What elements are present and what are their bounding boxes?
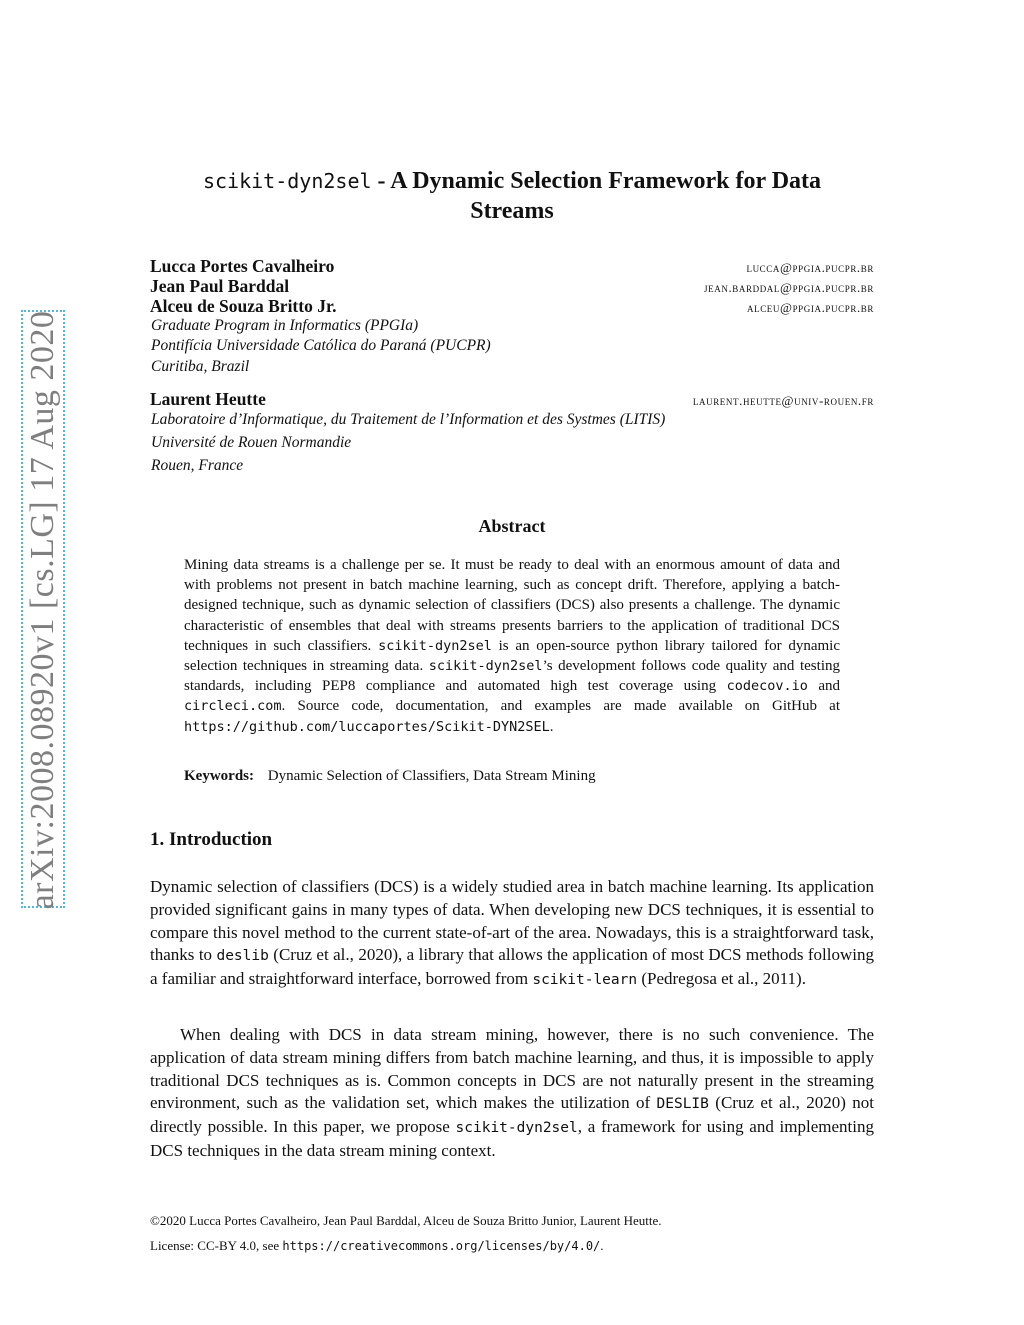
author-name: Lucca Portes Cavalheiro xyxy=(150,256,335,276)
code-span: scikit-dyn2sel xyxy=(378,637,492,654)
body-text: (Cruz et al., 2020), a library that allows the application of most DCS methods following a familiar and straightforward interface, borrowed from xyxy=(150,945,874,989)
abstract-heading: Abstract xyxy=(478,516,546,536)
code-span: DESLIB xyxy=(656,1096,709,1113)
keywords xyxy=(184,768,840,785)
paper-title xyxy=(150,166,874,226)
author-row xyxy=(150,256,874,276)
body-text: , a framework for using and implementing DCS techniques in the data stream mining context. xyxy=(150,1117,874,1160)
keywords-text: Dynamic Selection of Classifiers, Data Stream Mining xyxy=(267,768,596,784)
author-row xyxy=(150,296,874,316)
license-suffix: . xyxy=(600,1238,604,1253)
affiliation-line: Laboratoire d’Informatique, du Traitement de l’Information et des Systmes (LITIS) xyxy=(151,411,666,428)
license-link[interactable]: https://creativecommons.org/licenses/by/4.0/ xyxy=(282,1239,601,1253)
code-span: scikit-dyn2sel xyxy=(428,658,543,675)
affiliation-line: Université de Rouen Normandie xyxy=(151,434,352,451)
author-email[interactable]: alceu@ppgia.pucpr.br xyxy=(747,300,874,315)
license-note xyxy=(150,1238,604,1254)
intro-paragraph-2 xyxy=(150,1024,874,1163)
body-text: (Pedregosa et al., 2011). xyxy=(637,969,806,989)
keywords-label: Keywords: xyxy=(184,768,254,784)
section-heading: 1. Introduction xyxy=(150,829,273,850)
code-span: scikit-dyn2sel xyxy=(455,1120,578,1137)
link-circleci[interactable]: circleci.com xyxy=(184,698,282,715)
abstract-text: is an open-source python library tailored for dynamic selection techniques in streaming data. xyxy=(184,637,840,675)
author-name: Jean Paul Barddal xyxy=(150,276,290,296)
affiliation-line: Rouen, France xyxy=(151,457,244,474)
body-text: Dynamic selection of classifiers (DCS) is a widely studied area in batch machine learning. Its application provided significant gains in many types of data. When developing new DCS techniques, it is essential to compare this novel method to the current state-of-art of the area. Nowadays, this is a straightforward task, thanks to xyxy=(150,877,874,965)
author-row xyxy=(150,389,874,409)
intro-paragraph-1 xyxy=(150,876,874,992)
author-email[interactable]: lucca@ppgia.pucpr.br xyxy=(746,260,874,275)
title-line2: Streams xyxy=(470,198,554,224)
link-codecov[interactable]: codecov.io xyxy=(726,678,808,695)
abstract-text: ’s development follows code quality and testing standards, including PEP8 compliance and automated high test coverage using xyxy=(184,658,840,695)
title-line1: - A Dynamic Selection Framework for Data xyxy=(371,168,822,194)
license-prefix: License: CC-BY 4.0, see xyxy=(150,1238,283,1253)
author-name: Laurent Heutte xyxy=(150,389,266,409)
code-span: scikit-learn xyxy=(532,972,638,989)
body-text: When dealing with DCS in data stream mining, however, there is no such convenience. The application of data stream mining differs from batch machine learning, and thus, it is impossible to apply traditional DCS techniques as is. Common concepts in DCS are not naturally present in the streaming environment, such as the validation set, which makes the utilization of xyxy=(150,1025,874,1113)
arxiv-stamp: arXiv:2008.08920v1 [cs.LG] 17 Aug 2020 xyxy=(24,310,61,910)
abstract-text: Mining data streams is a challenge per se. It must be ready to deal with an enormous amount of data and with problems not present in batch machine learning, such as concept drift. Therefore, applying a batch-designed technique, such as dynamic selection of classifiers (DCS) also presents a challenge. The dynamic characteristic of ensembles that deal with streams presents barriers to the application of traditional DCS techniques in such classifiers. xyxy=(184,557,840,654)
affiliation-line: Pontifícia Universidade Católica do Paraná (PUCPR) xyxy=(151,337,491,354)
title-code: scikit-dyn2sel xyxy=(202,169,372,193)
author-row xyxy=(150,276,874,296)
author-name: Alceu de Souza Britto Jr. xyxy=(150,296,337,316)
affiliation-line: Graduate Program in Informatics (PPGIa) xyxy=(151,317,419,334)
author-email[interactable]: laurent.heutte@univ-rouen.fr xyxy=(692,393,874,408)
link-github[interactable]: https://github.com/luccaportes/Scikit-DYN2SEL xyxy=(184,718,550,735)
abstract-text: . xyxy=(549,718,554,735)
affiliation-line: Curitiba, Brazil xyxy=(151,358,250,375)
code-span: deslib xyxy=(216,948,269,965)
abstract-text: . Source code, documentation, and examples are made available on GitHub at xyxy=(281,698,840,715)
copyright-note: ©2020 Lucca Portes Cavalheiro, Jean Paul Barddal, Alceu de Souza Britto Junior, Laurent Heutte. xyxy=(150,1213,662,1228)
abstract-body xyxy=(184,555,840,737)
author-email[interactable]: jean.barddal@ppgia.pucpr.br xyxy=(704,280,874,295)
body-text: (Cruz et al., 2020) not directly possible. In this paper, we propose xyxy=(150,1093,874,1137)
abstract-text: and xyxy=(807,678,840,695)
